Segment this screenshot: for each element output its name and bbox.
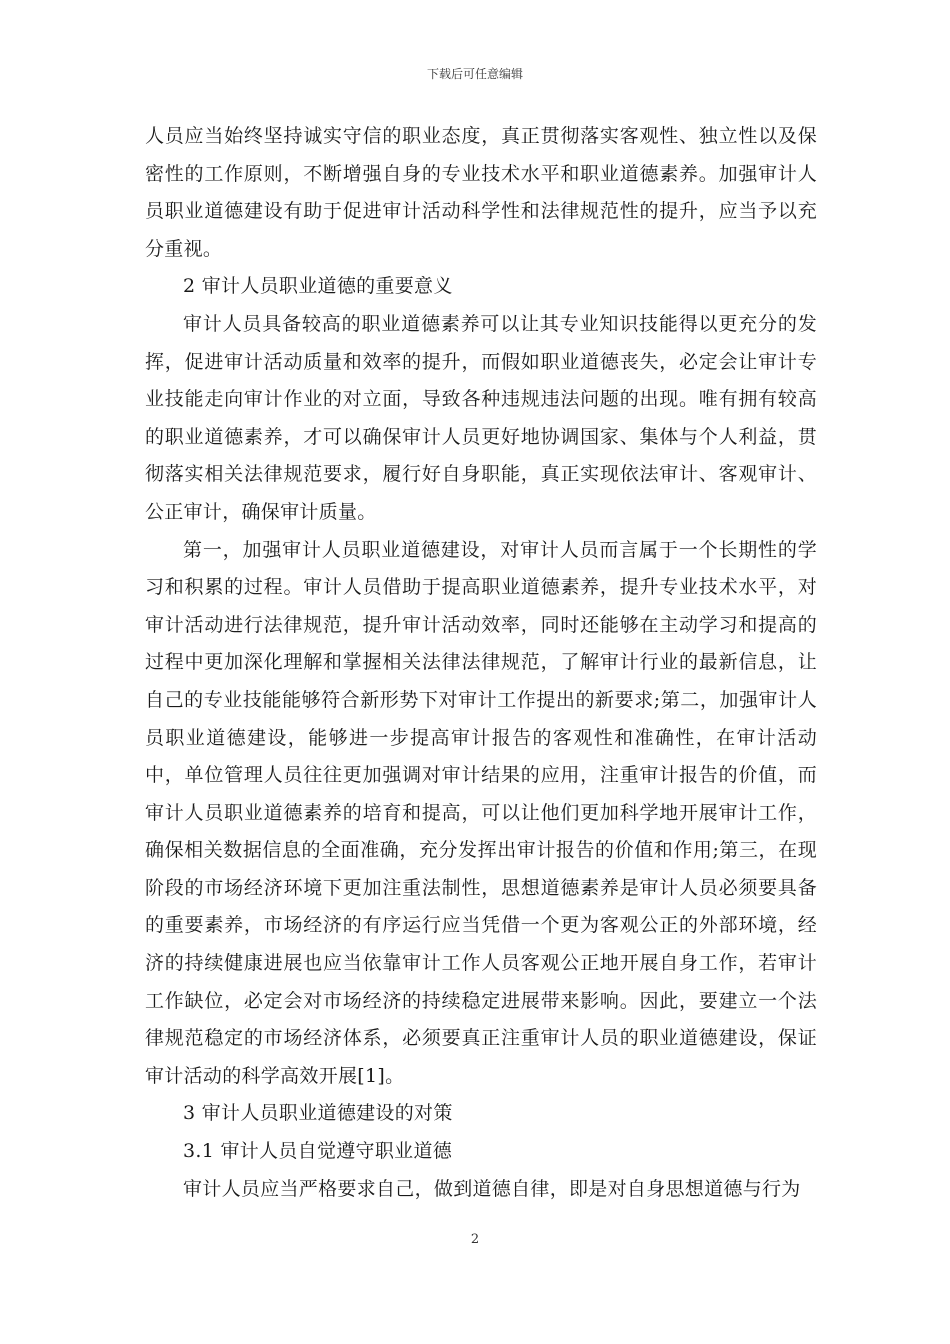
paragraph-self-discipline: 审计人员应当严格要求自己，做到道德自律，即是对自身思想道德与行为 xyxy=(183,1177,801,1200)
body-text xyxy=(145,118,817,1208)
section-heading-3: 3 审计人员职业道德建设的对策 xyxy=(183,1102,453,1125)
page-header: 下载后可任意编辑 xyxy=(426,67,523,81)
section-heading-2: 2 审计人员职业道德的重要意义 xyxy=(183,275,453,298)
paragraph-importance: 审计人员具备较高的职业道德素养可以让其专业知识技能得以更充分的发挥，促进审计活动质量和效率的提升，而假如职业道德丧失，必定会让审计专业技能走向审计作业的对立面，导致各种违规违法问题的出现。唯有拥有较高的职业道德素养，才可以确保审计人员更好地协调国家、集体与个人利益，贯彻落实相关法律规范要求，履行好自身职能，真正实现依法审计、客观审计、公正审计，确保审计质量。 xyxy=(145,312,817,523)
paragraph-first-second-third: 第一，加强审计人员职业道德建设，对审计人员而言属于一个长期性的学习和积累的过程。审计人员借助于提高职业道德素养，提升专业技术水平，对审计活动进行法律规范，提升审计活动效率，同时还能够在主动学习和提高的过程中更加深化理解和掌握相关法律法律规范，了解审计行业的最新信息，让自己的专业技能能够符合新形势下对审计工作提出的新要求;第二，加强审计人员职业道德建设，能够进一步提高审计报告的客观性和准确性，在审计活动中，单位管理人员往往更加强调对审计结果的应用，注重审计报告的价值，而审计人员职业道德素养的培育和提高，可以让他们更加科学地开展审计工作，确保相关数据信息的全面准确，充分发挥出审计报告的价值和作用;第三，在现阶段的市场经济环境下更加注重法制性，思想道德素养是审计人员必须要具备的重要素养，市场经济的有序运行应当凭借一个更为客观公正的外部环境，经济的持续健康进展也应当依靠审计工作人员客观公正地开展自身工作，若审计工作缺位，必定会对市场经济的持续稳定进展带来影响。因此，要建立一个法律规范稳定的市场经济体系，必须要真正注重审计人员的职业道德建设，保证审计活动的科学高效开展[1]。 xyxy=(145,538,817,1087)
subsection-heading-3-1: 3.1 审计人员自觉遵守职业道德 xyxy=(183,1140,453,1163)
page-number: 2 xyxy=(470,1232,480,1247)
paragraph-continuation: 人员应当始终坚持诚实守信的职业态度，真正贯彻落实客观性、独立性以及保密性的工作原则，不断增强自身的专业技术水平和职业道德素养。加强审计人员职业道德建设有助于促进审计活动科学性和法律规范性的提升，应当予以充分重视。 xyxy=(145,125,817,260)
